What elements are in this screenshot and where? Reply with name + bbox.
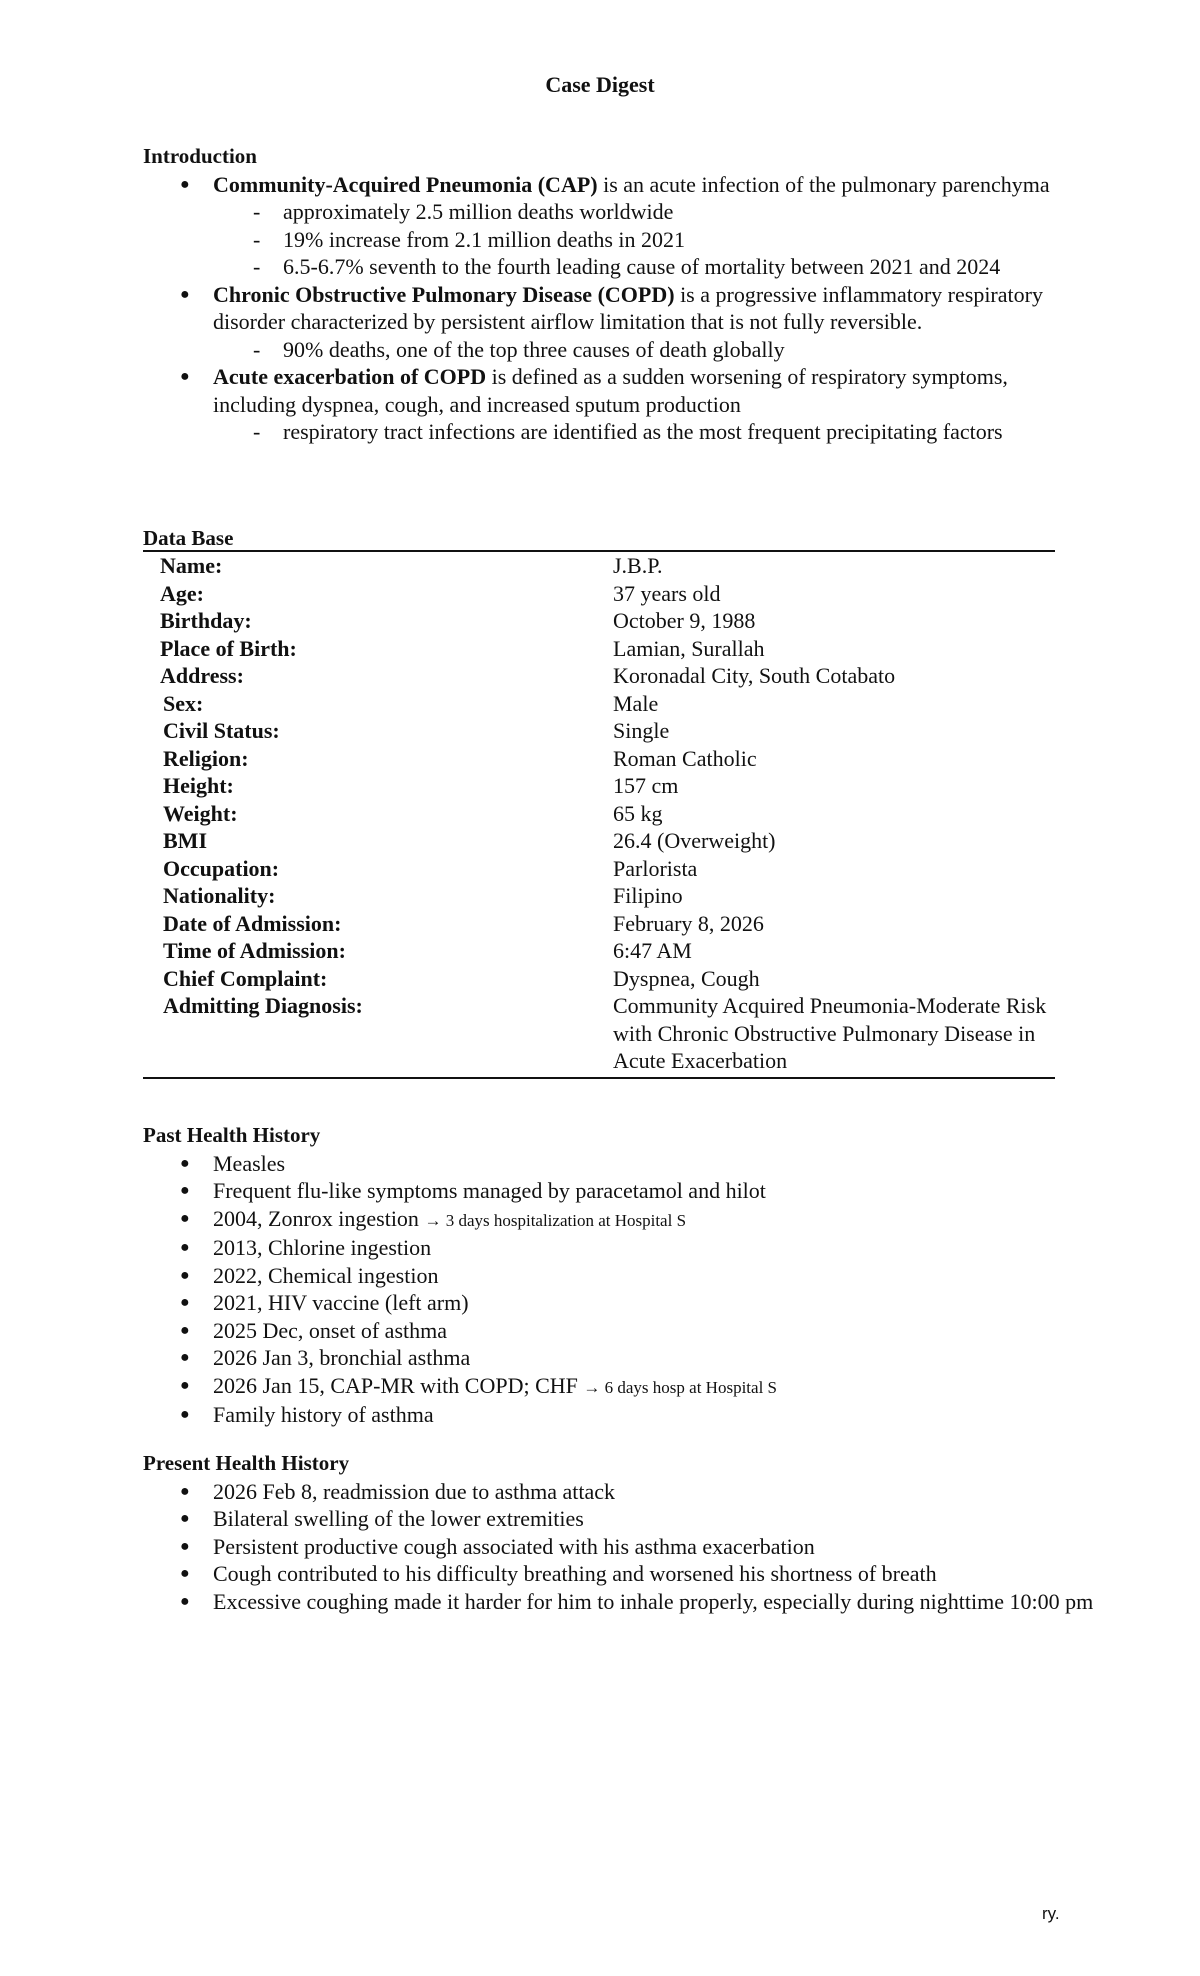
bullet-icon: ● bbox=[180, 1294, 190, 1311]
database-label: Time of Admission: bbox=[163, 938, 346, 963]
database-label: BMI bbox=[163, 828, 207, 853]
present-history-item bbox=[143, 1560, 1103, 1588]
past-history-text: 2004, Zonrox ingestion bbox=[213, 1205, 425, 1231]
past-history-item bbox=[143, 1401, 1103, 1429]
intro-subitem: - 90% deaths, one of the top three causes of death globally bbox=[253, 336, 785, 362]
database-value: Filipino bbox=[613, 883, 683, 908]
present-history-text: Cough contributed to his difficulty breathing and worsened his shortness of breath bbox=[213, 1561, 937, 1586]
database-value: February 8, 2026 bbox=[613, 910, 764, 936]
past-history-heading: Past Health History bbox=[143, 1123, 321, 1147]
database-value: 157 cm bbox=[613, 773, 679, 798]
past-history-list bbox=[143, 1150, 1103, 1429]
intro-subitem: - 6.5-6.7% seventh to the fourth leading cause of mortality between 2021 and 2024 bbox=[253, 254, 1001, 279]
present-history-text: Persistent productive cough associated with his asthma exacerbation bbox=[213, 1533, 815, 1559]
past-history-item bbox=[143, 1262, 1103, 1290]
database-label: Nationality: bbox=[163, 883, 276, 908]
database-heading: Data Base bbox=[143, 526, 234, 550]
database-value: 6:47 AM bbox=[613, 938, 692, 963]
past-history-text: Measles bbox=[213, 1150, 286, 1176]
database-value: 65 kg bbox=[613, 800, 663, 826]
database-row bbox=[143, 745, 1055, 773]
database-value: Male bbox=[613, 690, 659, 716]
intro-text: is a progressive inflammatory respiratory disorder characterized by persistent airflow limitation that is not fully reversible. bbox=[213, 281, 1043, 334]
database-row bbox=[143, 607, 1055, 635]
present-history-text: 2026 Feb 8, readmission due to asthma attack bbox=[213, 1478, 616, 1504]
database-value: October 9, 1988 bbox=[613, 608, 756, 633]
database-row bbox=[143, 662, 1055, 690]
database-label: Civil Status: bbox=[163, 718, 280, 743]
past-history-text: 2022, Chemical ingestion bbox=[213, 1262, 439, 1288]
bullet-icon: ● bbox=[180, 1154, 190, 1172]
dash-icon: - bbox=[253, 254, 261, 279]
database-value: Single bbox=[613, 718, 670, 743]
database-row bbox=[143, 992, 1055, 1075]
intro-text: is an acute infection of the pulmonary parenchyma bbox=[597, 171, 1050, 197]
database-value: Lamian, Surallah bbox=[613, 635, 765, 661]
database-label: Age: bbox=[160, 580, 204, 606]
database-label: Place of Birth: bbox=[160, 635, 297, 661]
dash-icon: - bbox=[253, 226, 261, 252]
present-history-text: Bilateral swelling of the lower extremities bbox=[213, 1506, 584, 1531]
database-label: Chief Complaint: bbox=[163, 965, 328, 991]
database-row bbox=[143, 965, 1055, 993]
database-row bbox=[143, 635, 1055, 663]
intro-item-copd bbox=[143, 281, 1083, 336]
intro-item-aecopd bbox=[143, 363, 1083, 418]
bullet-icon: ● bbox=[180, 1592, 190, 1610]
database-row bbox=[143, 552, 1055, 580]
database-row bbox=[143, 882, 1055, 910]
present-history-text: Excessive coughing made it harder for him to inhale properly, especially during nighttime 10:00 pm bbox=[213, 1588, 1094, 1614]
database-row bbox=[143, 690, 1055, 718]
past-history-item bbox=[143, 1317, 1103, 1345]
database-row bbox=[143, 937, 1055, 965]
intro-subitem: - 19% increase from 2.1 million deaths in 2021 bbox=[253, 226, 686, 252]
past-history-text: 2026 Jan 15, CAP-MR with COPD; CHF bbox=[213, 1372, 584, 1398]
dash-icon: - bbox=[253, 199, 261, 224]
database-row bbox=[143, 800, 1055, 828]
database-row bbox=[143, 855, 1055, 883]
page-title: Case Digest bbox=[545, 72, 655, 97]
past-history-item bbox=[143, 1177, 1103, 1205]
bullet-icon: ● bbox=[180, 1182, 190, 1199]
database-label: Height: bbox=[163, 773, 234, 798]
database-value: 37 years old bbox=[613, 580, 721, 606]
past-history-text: Frequent flu-like symptoms managed by paracetamol and hilot bbox=[213, 1178, 766, 1203]
intro-item-cap bbox=[143, 171, 1083, 199]
database-bottom-rule bbox=[143, 1077, 1055, 1079]
past-history-text: Family history of asthma bbox=[213, 1402, 434, 1427]
database-value: Roman Catholic bbox=[613, 745, 757, 771]
database-row bbox=[143, 772, 1055, 800]
past-history-item bbox=[143, 1234, 1103, 1262]
present-history-list bbox=[143, 1478, 1103, 1616]
bullet-icon: ● bbox=[180, 368, 190, 385]
intro-subitem: - respiratory tract infections are identified as the most frequent precipitating factors bbox=[253, 419, 1003, 444]
database-row bbox=[143, 717, 1055, 745]
database-row bbox=[143, 910, 1055, 938]
present-history-section bbox=[143, 1450, 1103, 1615]
database-value: Community Acquired Pneumonia-Moderate Risk with Chronic Obstructive Pulmonary Disease in Acute Exacerbation bbox=[613, 993, 1047, 1073]
past-history-text: 2013, Chlorine ingestion bbox=[213, 1235, 432, 1260]
intro-text: is defined as a sudden worsening of respiratory symptoms, including dyspnea, cough, and increased sputum production bbox=[213, 364, 1008, 417]
bullet-icon: ● bbox=[180, 1482, 190, 1500]
database-label: Religion: bbox=[163, 745, 249, 771]
past-history-text: 2026 Jan 3, bronchial asthma bbox=[213, 1345, 471, 1370]
database-value: J.B.P. bbox=[613, 553, 663, 578]
bullet-icon: ● bbox=[180, 1510, 190, 1527]
past-history-section bbox=[143, 1122, 1103, 1429]
database-row bbox=[143, 827, 1055, 855]
database-label: Sex: bbox=[163, 690, 204, 716]
past-history-item bbox=[143, 1150, 1103, 1178]
database-value: Koronadal City, South Cotabato bbox=[613, 663, 896, 688]
bullet-icon: ● bbox=[180, 1537, 190, 1555]
introduction-heading: Introduction bbox=[143, 144, 257, 168]
past-history-note: → 3 days hospitalization at Hospital S bbox=[424, 1210, 687, 1230]
past-history-note: → 6 days hosp at Hospital S bbox=[583, 1377, 777, 1397]
intro-term: Chronic Obstructive Pulmonary Disease (COPD) bbox=[213, 281, 675, 307]
bullet-icon: ● bbox=[180, 1406, 190, 1423]
database-value: Dyspnea, Cough bbox=[613, 965, 760, 991]
introduction-section bbox=[143, 143, 1083, 446]
past-history-item bbox=[143, 1289, 1103, 1317]
present-history-item bbox=[143, 1505, 1103, 1533]
database-label: Address: bbox=[160, 663, 244, 688]
bullet-icon: ● bbox=[180, 285, 190, 303]
bullet-icon: ● bbox=[180, 1266, 190, 1284]
present-history-heading: Present Health History bbox=[143, 1451, 350, 1475]
database-label: Birthday: bbox=[160, 608, 252, 633]
bullet-icon: ● bbox=[180, 1321, 190, 1339]
database-label: Occupation: bbox=[163, 855, 280, 881]
intro-term: Community-Acquired Pneumonia (CAP) bbox=[213, 171, 598, 197]
past-history-text: 2021, HIV vaccine (left arm) bbox=[213, 1290, 469, 1315]
database-section bbox=[143, 526, 1055, 1079]
past-history-text: 2025 Dec, onset of asthma bbox=[213, 1317, 447, 1343]
footer-fragment: ry. bbox=[1042, 1904, 1060, 1923]
database-value: 26.4 (Overweight) bbox=[613, 828, 776, 853]
database-value: Parlorista bbox=[613, 855, 698, 881]
bullet-icon: ● bbox=[180, 1239, 190, 1256]
bullet-icon: ● bbox=[180, 1376, 190, 1394]
database-table bbox=[143, 552, 1055, 1075]
bullet-icon: ● bbox=[180, 1209, 190, 1227]
database-label: Weight: bbox=[163, 800, 238, 826]
intro-term: Acute exacerbation of COPD bbox=[213, 364, 487, 389]
dash-icon: - bbox=[253, 419, 261, 444]
intro-subitem: - approximately 2.5 million deaths worldwide bbox=[253, 199, 674, 224]
present-history-item bbox=[143, 1478, 1103, 1506]
database-label: Admitting Diagnosis: bbox=[163, 993, 363, 1018]
database-label: Name: bbox=[160, 553, 223, 578]
bullet-icon: ● bbox=[180, 1565, 190, 1582]
present-history-item bbox=[143, 1533, 1103, 1561]
dash-icon: - bbox=[253, 336, 261, 362]
past-history-item bbox=[143, 1372, 1103, 1402]
database-row bbox=[143, 580, 1055, 608]
past-history-item bbox=[143, 1205, 1103, 1235]
database-label: Date of Admission: bbox=[163, 910, 342, 936]
bullet-icon: ● bbox=[180, 1349, 190, 1366]
present-history-item bbox=[143, 1588, 1103, 1616]
bullet-icon: ● bbox=[180, 175, 190, 193]
past-history-item bbox=[143, 1344, 1103, 1372]
